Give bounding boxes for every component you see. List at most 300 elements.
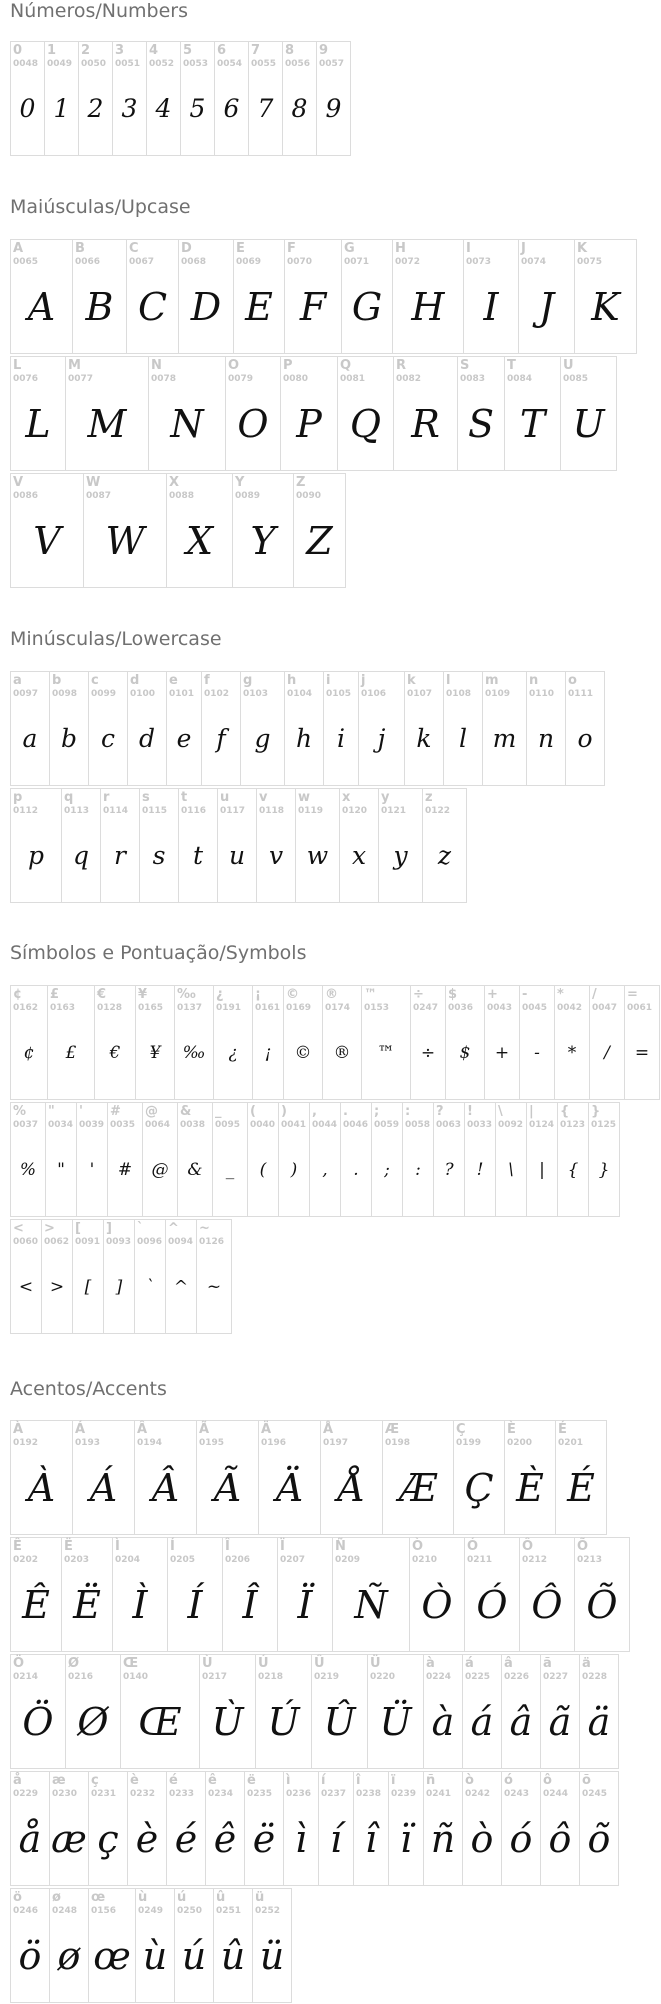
- glyph-label: x: [342, 790, 351, 805]
- glyph-label: h: [287, 673, 297, 688]
- glyph-label: 6: [217, 43, 227, 58]
- glyph-sample: ô: [548, 1817, 572, 1861]
- glyph-code: 0103: [243, 689, 269, 699]
- glyph-row: [10, 1771, 618, 1886]
- glyph-cell: [316, 41, 351, 156]
- glyph-label: œ: [91, 1890, 106, 1905]
- glyph-code: 0045: [522, 1003, 548, 1013]
- glyph-code: 0233: [169, 1789, 195, 1799]
- glyph-sample: v: [268, 841, 284, 870]
- glyph-label: G: [344, 241, 355, 256]
- glyph-label: ë: [247, 1773, 256, 1788]
- glyph-label: ¢: [13, 987, 23, 1002]
- glyph-cell: [232, 473, 294, 588]
- glyph-label: b: [52, 673, 62, 688]
- glyph-label: R: [396, 358, 407, 373]
- glyph-code: 0117: [220, 806, 246, 816]
- glyph-code: 0068: [181, 257, 207, 267]
- glyph-cell: [371, 1102, 403, 1217]
- section-title: Minúsculas/Lowercase: [10, 628, 222, 650]
- glyph-sample: ¡: [264, 1043, 272, 1063]
- glyph-sample: |: [539, 1160, 545, 1180]
- glyph-sample: 5: [189, 94, 206, 123]
- glyph-code: 0074: [521, 257, 547, 267]
- glyph-label: e: [169, 673, 178, 688]
- glyph-label: P: [283, 358, 293, 373]
- glyph-label: }: [591, 1104, 601, 1119]
- glyph-sample: 0: [19, 94, 36, 123]
- glyph-code: 0153: [364, 1003, 390, 1013]
- glyph-label: Ë: [64, 1539, 73, 1554]
- section-title: Símbolos e Pontuação/Symbols: [10, 942, 307, 964]
- glyph-sample: n: [537, 724, 555, 753]
- glyph-cell: [217, 788, 257, 903]
- glyph-cell: [388, 1771, 424, 1886]
- glyph-label: Û: [314, 1656, 325, 1671]
- glyph-sample: #: [117, 1160, 133, 1180]
- glyph-cell: [139, 788, 179, 903]
- glyph-sample: 3: [121, 94, 138, 123]
- glyph-cell: [10, 671, 50, 786]
- glyph-sample: M: [87, 402, 127, 446]
- glyph-label: F: [287, 241, 296, 256]
- glyph-cell: [248, 41, 283, 156]
- glyph-code: 0033: [467, 1120, 493, 1130]
- glyph-sample: 1: [53, 94, 70, 123]
- glyph-code: 0098: [52, 689, 78, 699]
- glyph-label: r: [103, 790, 110, 805]
- glyph-label: Ø: [68, 1656, 80, 1671]
- glyph-cell: [258, 1420, 321, 1535]
- glyph-code: 0057: [319, 59, 345, 69]
- glyph-sample: X: [185, 519, 214, 563]
- glyph-code: 0097: [13, 689, 39, 699]
- glyph-label: W: [86, 475, 101, 490]
- glyph-code: 0238: [356, 1789, 382, 1799]
- glyph-code: 0114: [103, 806, 129, 816]
- glyph-code: 0220: [370, 1672, 396, 1682]
- glyph-row: [10, 1102, 619, 1217]
- glyph-code: 0053: [183, 59, 209, 69]
- glyph-cell: [283, 985, 323, 1100]
- glyph-label: ": [48, 1104, 55, 1119]
- glyph-code: 0118: [259, 806, 285, 816]
- glyph-code: 0201: [558, 1438, 584, 1448]
- glyph-sample: }: [598, 1160, 610, 1180]
- glyph-cell: [65, 356, 149, 471]
- glyph-label: E: [236, 241, 245, 256]
- glyph-cell: [112, 1537, 168, 1652]
- glyph-cell: [504, 356, 561, 471]
- glyph-sample: û: [220, 1934, 246, 1978]
- glyph-sample: l: [459, 724, 467, 753]
- glyph-label: í: [321, 1773, 326, 1788]
- glyph-label: ò: [465, 1773, 474, 1788]
- glyph-sample: ]: [115, 1277, 123, 1297]
- glyph-cell: [100, 788, 140, 903]
- glyph-code: 0042: [557, 1003, 583, 1013]
- glyph-label: ñ: [426, 1773, 436, 1788]
- glyph-sample: Î: [242, 1583, 258, 1627]
- glyph-cell: [72, 239, 127, 354]
- glyph-sample: G: [351, 285, 383, 329]
- glyph-cell: [332, 1537, 410, 1652]
- glyph-cell: [482, 671, 527, 786]
- glyph-code: 0207: [280, 1555, 306, 1565]
- glyph-cell: [252, 985, 284, 1100]
- glyph-label: õ: [582, 1773, 591, 1788]
- glyph-label: é: [169, 1773, 178, 1788]
- glyph-label: å: [13, 1773, 22, 1788]
- glyph-cell: [247, 1102, 279, 1217]
- glyph-label: S: [460, 358, 470, 373]
- glyph-label: q: [64, 790, 74, 805]
- glyph-label: Q: [340, 358, 352, 373]
- glyph-sample: Í: [187, 1583, 203, 1627]
- glyph-label: Ê: [13, 1539, 22, 1554]
- glyph-cell: [196, 1420, 259, 1535]
- glyph-label: Ñ: [335, 1539, 346, 1554]
- glyph-cell: [178, 239, 234, 354]
- glyph-row: [10, 1654, 618, 1769]
- glyph-cell: [201, 671, 241, 786]
- glyph-sample: ": [57, 1160, 65, 1180]
- glyph-code: 0239: [391, 1789, 417, 1799]
- glyph-cell: [501, 1654, 541, 1769]
- glyph-code: 0161: [255, 1003, 281, 1013]
- glyph-code: 0244: [543, 1789, 569, 1799]
- glyph-cell: [134, 1420, 197, 1535]
- glyph-sample: í: [329, 1817, 343, 1861]
- glyph-code: 0040: [250, 1120, 276, 1130]
- glyph-cell: [337, 356, 394, 471]
- glyph-sample: ì: [294, 1817, 308, 1861]
- glyph-sample: ,: [322, 1160, 328, 1180]
- glyph-sample: -: [534, 1043, 540, 1063]
- glyph-label: {: [560, 1104, 570, 1119]
- glyph-code: 0227: [543, 1672, 569, 1682]
- glyph-sample: g: [254, 724, 271, 753]
- glyph-label: Z: [296, 475, 306, 490]
- glyph-cell: [76, 1102, 108, 1217]
- glyph-sample: Y: [250, 519, 276, 563]
- glyph-cell: [44, 41, 79, 156]
- glyph-cell: [495, 1102, 527, 1217]
- glyph-label: u: [220, 790, 230, 805]
- glyph-sample: u: [228, 841, 246, 870]
- glyph-label: Ä: [261, 1422, 272, 1437]
- glyph-code: 0038: [180, 1120, 206, 1130]
- glyph-label: k: [407, 673, 416, 688]
- glyph-label: ô: [543, 1773, 552, 1788]
- glyph-sample: È: [516, 1466, 544, 1510]
- glyph-code: 0079: [228, 374, 254, 384]
- glyph-code: 0102: [204, 689, 230, 699]
- glyph-cell: [565, 671, 605, 786]
- glyph-sample: L: [25, 402, 51, 446]
- glyph-sample: =: [634, 1043, 650, 1063]
- glyph-label: ): [281, 1104, 287, 1119]
- glyph-label: O: [228, 358, 240, 373]
- glyph-code: 0109: [485, 689, 511, 699]
- glyph-code: 0064: [145, 1120, 171, 1130]
- glyph-code: 0232: [130, 1789, 156, 1799]
- glyph-label: U: [563, 358, 574, 373]
- glyph-code: 0209: [335, 1555, 361, 1565]
- glyph-sample: Ï: [297, 1583, 313, 1627]
- glyph-code: 0115: [142, 806, 168, 816]
- glyph-code: 0165: [138, 1003, 164, 1013]
- glyph-cell: [167, 1537, 223, 1652]
- glyph-sample: \: [508, 1160, 514, 1180]
- glyph-sample: a: [22, 724, 38, 753]
- glyph-sample: ë: [252, 1817, 276, 1861]
- glyph-label: -: [522, 987, 528, 1002]
- glyph-code: 0095: [215, 1120, 241, 1130]
- glyph-cell: [10, 1219, 42, 1334]
- glyph-sample: {: [567, 1160, 579, 1180]
- glyph-row: [10, 1537, 629, 1652]
- glyph-cell: [49, 1771, 89, 1886]
- glyph-code: 0088: [169, 491, 195, 501]
- glyph-code: 0049: [47, 59, 73, 69]
- glyph-sample: $: [459, 1043, 471, 1063]
- glyph-code: 0216: [68, 1672, 94, 1682]
- glyph-label: C: [129, 241, 139, 256]
- glyph-label: K: [577, 241, 588, 256]
- glyph-label: v: [259, 790, 268, 805]
- glyph-cell: [422, 788, 467, 903]
- glyph-sample: ü: [259, 1934, 285, 1978]
- glyph-cell: [166, 1771, 206, 1886]
- glyph-cell: [233, 239, 285, 354]
- glyph-code: 0113: [64, 806, 90, 816]
- glyph-sample: Ú: [267, 1700, 300, 1744]
- glyph-label: |: [529, 1104, 534, 1119]
- glyph-code: 0081: [340, 374, 366, 384]
- glyph-cell: [409, 1537, 465, 1652]
- glyph-code: 0174: [325, 1003, 351, 1013]
- glyph-code: 0249: [138, 1906, 164, 1916]
- glyph-cell: [555, 1420, 607, 1535]
- glyph-cell: [579, 1771, 619, 1886]
- glyph-label: æ: [52, 1773, 66, 1788]
- glyph-code: 0116: [181, 806, 207, 816]
- glyph-label: Å: [323, 1422, 334, 1437]
- glyph-code: 0202: [13, 1555, 39, 1565]
- glyph-sample: K: [591, 285, 620, 329]
- glyph-cell: [83, 473, 167, 588]
- glyph-sample: õ: [587, 1817, 611, 1861]
- glyph-sample: ç: [97, 1817, 119, 1861]
- glyph-label: (: [250, 1104, 256, 1119]
- glyph-sample: Ë: [73, 1583, 101, 1627]
- glyph-sample: B: [85, 285, 114, 329]
- glyph-label: 2: [81, 43, 91, 58]
- glyph-sample: `: [145, 1277, 155, 1297]
- glyph-code: 0124: [529, 1120, 555, 1130]
- glyph-cell: [462, 1771, 502, 1886]
- glyph-sample: Ò: [421, 1583, 453, 1627]
- glyph-cell: [340, 1102, 372, 1217]
- glyph-code: 0073: [466, 257, 492, 267]
- glyph-cell: [61, 788, 101, 903]
- glyph-cell: [393, 356, 458, 471]
- glyph-cell: [284, 239, 342, 354]
- section-title: Números/Numbers: [10, 0, 188, 22]
- glyph-label: <: [13, 1221, 24, 1236]
- glyph-code: 0067: [129, 257, 155, 267]
- glyph-sample: ): [290, 1160, 298, 1180]
- glyph-label: ì: [286, 1773, 291, 1788]
- glyph-code: 0126: [199, 1237, 225, 1247]
- glyph-code: 0192: [13, 1438, 39, 1448]
- glyph-sample: o: [577, 724, 593, 753]
- glyph-code: 0128: [97, 1003, 123, 1013]
- glyph-label: ‰: [177, 987, 196, 1002]
- glyph-code: 0191: [216, 1003, 242, 1013]
- glyph-label: ;: [374, 1104, 380, 1119]
- glyph-label: o: [568, 673, 577, 688]
- glyph-sample: F: [299, 285, 327, 329]
- glyph-cell: [166, 671, 202, 786]
- glyph-sample: ÷: [420, 1043, 436, 1063]
- glyph-sample: +: [494, 1043, 510, 1063]
- glyph-label: Ü: [370, 1656, 381, 1671]
- glyph-code: 0110: [529, 689, 555, 699]
- glyph-label: £: [50, 987, 60, 1002]
- glyph-label: Õ: [577, 1539, 589, 1554]
- glyph-sample: ™: [377, 1043, 395, 1063]
- glyph-label: I: [466, 241, 471, 256]
- glyph-sample: œ: [93, 1934, 131, 1978]
- glyph-sample: Ö: [22, 1700, 54, 1744]
- glyph-code: 0205: [170, 1555, 196, 1565]
- glyph-label: D: [181, 241, 192, 256]
- glyph-code: 0084: [507, 374, 533, 384]
- glyph-sample: A: [27, 285, 56, 329]
- glyph-row: [10, 473, 345, 588]
- glyph-code: 0194: [137, 1438, 163, 1448]
- section-title: Acentos/Accents: [10, 1378, 167, 1400]
- glyph-sample: x: [351, 841, 367, 870]
- glyph-label: ÷: [413, 987, 424, 1002]
- glyph-code: 0112: [13, 806, 39, 816]
- glyph-code: 0093: [106, 1237, 132, 1247]
- glyph-code: 0212: [522, 1555, 548, 1565]
- glyph-sample: Õ: [586, 1583, 618, 1627]
- glyph-sample: ö: [18, 1934, 42, 1978]
- glyph-cell: [579, 1654, 619, 1769]
- glyph-label: n: [529, 673, 539, 688]
- glyph-cell: [358, 671, 405, 786]
- glyph-label: =: [627, 987, 638, 1002]
- glyph-label: ü: [255, 1890, 265, 1905]
- glyph-code: 0086: [13, 491, 39, 501]
- glyph-code: 0213: [577, 1555, 603, 1565]
- glyph-label: 3: [115, 43, 125, 58]
- glyph-cell: [462, 1654, 502, 1769]
- glyph-code: 0246: [13, 1906, 39, 1916]
- glyph-sample: ~: [206, 1277, 222, 1297]
- glyph-code: 0106: [361, 689, 387, 699]
- glyph-cell: [134, 1219, 166, 1334]
- glyph-cell: [402, 1102, 434, 1217]
- glyph-label: &: [180, 1104, 192, 1119]
- glyph-sample: Ì: [132, 1583, 148, 1627]
- glyph-label: p: [13, 790, 23, 805]
- glyph-label: Y: [235, 475, 245, 490]
- glyph-cell: [309, 1102, 341, 1217]
- glyph-code: 0231: [91, 1789, 117, 1799]
- glyph-cell: [255, 1654, 312, 1769]
- glyph-sample: É: [567, 1466, 595, 1510]
- glyph-cell: [519, 1537, 575, 1652]
- glyph-sample: J: [538, 285, 555, 329]
- glyph-sample: <: [18, 1277, 34, 1297]
- glyph-cell: [10, 788, 62, 903]
- glyph-cell: [526, 1102, 558, 1217]
- glyph-row: [10, 239, 636, 354]
- glyph-code: 0122: [425, 806, 451, 816]
- glyph-label: V: [13, 475, 24, 490]
- glyph-cell: [464, 1102, 496, 1217]
- glyph-sample: e: [176, 724, 192, 753]
- glyph-label: i: [326, 673, 331, 688]
- glyph-label: \: [498, 1104, 503, 1119]
- glyph-sample: À: [27, 1466, 56, 1510]
- glyph-code: 0055: [251, 59, 277, 69]
- glyph-cell: [518, 239, 575, 354]
- glyph-code: 0214: [13, 1672, 39, 1682]
- glyph-sample: V: [33, 519, 61, 563]
- glyph-label: N: [151, 358, 162, 373]
- glyph-code: 0070: [287, 257, 313, 267]
- glyph-code: 0046: [343, 1120, 369, 1130]
- glyph-sample: ú: [181, 1934, 207, 1978]
- glyph-sample: d: [138, 724, 155, 753]
- glyph-code: 0096: [137, 1237, 163, 1247]
- glyph-label: ©: [286, 987, 299, 1002]
- glyph-code: 0234: [208, 1789, 234, 1799]
- glyph-cell: [222, 1537, 278, 1652]
- glyph-code: 0137: [177, 1003, 203, 1013]
- glyph-code: 0075: [577, 257, 603, 267]
- glyph-label: l: [446, 673, 451, 688]
- glyph-label: Œ: [123, 1656, 139, 1671]
- glyph-code: 0195: [199, 1438, 225, 1448]
- glyph-sample: H: [411, 285, 445, 329]
- glyph-label: w: [298, 790, 311, 805]
- glyph-cell: [554, 985, 590, 1100]
- glyph-code: 0169: [286, 1003, 312, 1013]
- glyph-code: 0250: [177, 1906, 203, 1916]
- glyph-code: 0121: [381, 806, 407, 816]
- glyph-sample: k: [416, 724, 432, 753]
- glyph-code: 0197: [323, 1438, 349, 1448]
- glyph-label: 5: [183, 43, 193, 58]
- glyph-label: Î: [225, 1539, 230, 1554]
- glyph-sample: Ù: [211, 1700, 244, 1744]
- glyph-label: ù: [138, 1890, 148, 1905]
- glyph-label: t: [181, 790, 188, 805]
- glyph-cell: [322, 985, 362, 1100]
- glyph-code: 0162: [13, 1003, 39, 1013]
- glyph-cell: [464, 1537, 520, 1652]
- glyph-cell: [574, 1537, 630, 1652]
- glyph-sample: 6: [223, 94, 240, 123]
- glyph-row: [10, 41, 350, 156]
